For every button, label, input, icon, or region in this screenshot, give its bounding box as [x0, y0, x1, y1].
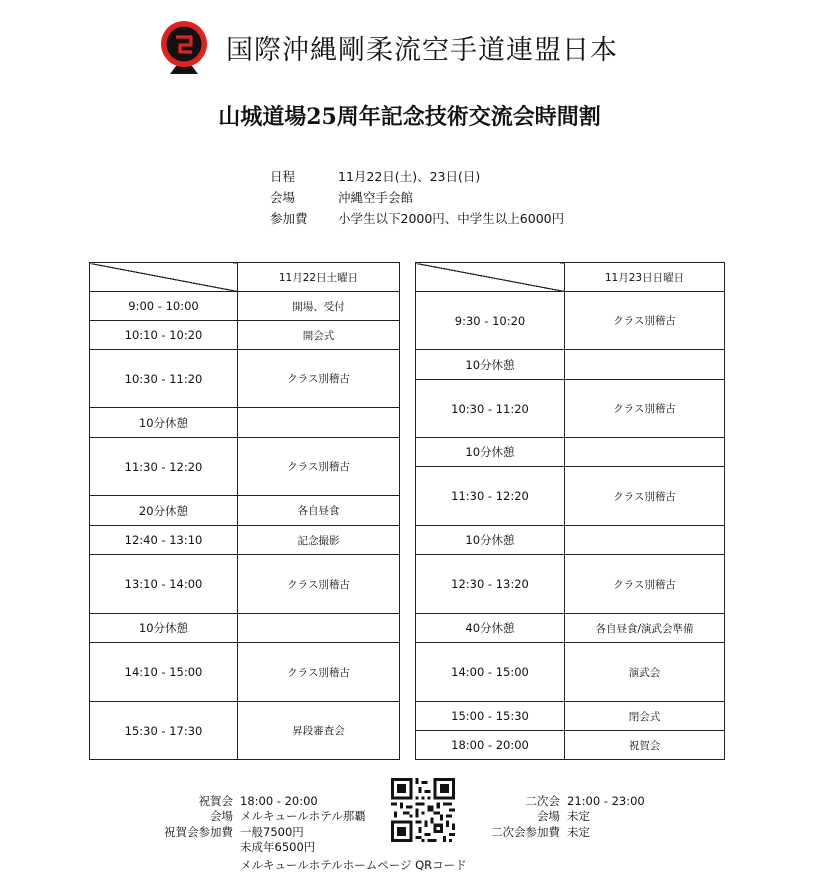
- diagonal-corner-cell: [90, 263, 238, 292]
- table-row: [90, 496, 400, 526]
- table-row: [90, 614, 400, 643]
- time-cell: 10:30 - 11:20: [90, 350, 238, 408]
- qr-code-icon[interactable]: [391, 778, 455, 842]
- event-info: [270, 165, 564, 228]
- fist-emblem-icon: [160, 20, 208, 74]
- footer-row: [480, 809, 645, 825]
- table-row: [416, 380, 725, 438]
- activity-cell: クラス別稽古: [238, 643, 400, 702]
- table-row: [416, 643, 725, 702]
- time-cell: 10分休憩: [90, 408, 238, 438]
- footer-value: 未定: [567, 824, 590, 839]
- table-row: [416, 467, 725, 526]
- table-row: [416, 702, 725, 731]
- info-row-venue: [270, 186, 564, 207]
- activity-cell: クラス別稽古: [238, 555, 400, 614]
- time-cell: 10分休憩: [416, 526, 565, 555]
- time-cell: 11:30 - 12:20: [90, 438, 238, 496]
- after-party-info: [480, 793, 645, 840]
- activity-cell: 閉会式: [565, 702, 725, 731]
- time-cell: 40分休憩: [416, 614, 565, 643]
- footer-value: 21:00 - 23:00: [567, 793, 645, 808]
- footer-value: メルキュールホテル那覇: [240, 809, 366, 824]
- activity-cell: 開会式: [238, 321, 400, 350]
- table-row: [416, 555, 725, 614]
- header: [160, 20, 618, 74]
- time-cell: 10分休憩: [416, 350, 565, 380]
- table-row: [90, 321, 400, 350]
- activity-cell: [238, 408, 400, 438]
- day2-header: 11月23日日曜日: [565, 263, 725, 292]
- footer-value: 未定: [567, 809, 590, 824]
- footer-row: [160, 824, 366, 840]
- activity-cell: 祝賀会: [565, 731, 725, 760]
- info-value: 沖縄空手会館: [338, 189, 414, 205]
- table-row: [90, 350, 400, 408]
- time-cell: 10:10 - 10:20: [90, 321, 238, 350]
- time-cell: 10分休憩: [416, 438, 565, 467]
- time-cell: 9:00 - 10:00: [90, 292, 238, 321]
- time-cell: 14:10 - 15:00: [90, 643, 238, 702]
- time-cell: 18:00 - 20:00: [416, 731, 565, 760]
- activity-cell: 記念撮影: [238, 526, 400, 555]
- info-label: 日程: [270, 168, 296, 184]
- info-value: 小学生以下2000円、中学生以上6000円: [338, 210, 565, 226]
- activity-cell: [565, 438, 725, 467]
- time-cell: 12:40 - 13:10: [90, 526, 238, 555]
- footer-label: 会場: [537, 809, 560, 824]
- footer-value: 18:00 - 20:00: [240, 793, 318, 808]
- activity-cell: 演武会: [565, 643, 725, 702]
- table-row: [416, 292, 725, 350]
- time-cell: 10分休憩: [90, 614, 238, 643]
- day1-header: 11月22日土曜日: [238, 263, 400, 292]
- table-row: [416, 731, 725, 760]
- qr-caption: メルキュールホテルホームページ QRコード: [240, 858, 467, 872]
- activity-cell: 開場、受付: [238, 292, 400, 321]
- info-value: 11月22日(土)、23日(日): [338, 168, 481, 184]
- table-row: [90, 555, 400, 614]
- time-cell: 15:00 - 15:30: [416, 702, 565, 731]
- footer-value: 一般7500円: [240, 824, 304, 839]
- time-cell: 9:30 - 10:20: [416, 292, 565, 350]
- footer-row: [480, 793, 645, 809]
- table-row: [90, 526, 400, 555]
- info-row-date: [270, 165, 564, 186]
- table-row: [90, 292, 400, 321]
- table-row: [90, 702, 400, 760]
- time-cell: 15:30 - 17:30: [90, 702, 238, 760]
- footer-label: 二次会: [525, 793, 560, 808]
- activity-cell: クラス別稽古: [565, 555, 725, 614]
- table-row: [416, 614, 725, 643]
- info-label: 参加費: [270, 210, 308, 226]
- time-cell: 10:30 - 11:20: [416, 380, 565, 438]
- table-header-row: [90, 263, 400, 292]
- footer-row: [160, 840, 366, 856]
- diagonal-corner-cell: [416, 263, 565, 292]
- activity-cell: [565, 350, 725, 380]
- day2-timetable: [415, 262, 725, 760]
- footer-value: 未成年6500円: [240, 840, 316, 855]
- activity-cell: 各自昼食/演武会準備: [565, 614, 725, 643]
- time-cell: 20分休憩: [90, 496, 238, 526]
- footer-row: [160, 809, 366, 825]
- day1-timetable: [89, 262, 400, 760]
- activity-cell: [565, 526, 725, 555]
- footer-label: 祝賀会参加費: [164, 824, 233, 839]
- party-info: [160, 793, 366, 855]
- footer-row: [160, 793, 366, 809]
- table-row: [90, 438, 400, 496]
- time-cell: 14:00 - 15:00: [416, 643, 565, 702]
- activity-cell: クラス別稽古: [565, 467, 725, 526]
- activity-cell: クラス別稽古: [565, 380, 725, 438]
- table-row: [416, 350, 725, 380]
- activity-cell: クラス別稽古: [238, 350, 400, 408]
- event-title: 山城道場25周年記念技術交流会時間割: [218, 104, 601, 130]
- info-label: 会場: [270, 189, 296, 205]
- activity-cell: クラス別稽古: [565, 292, 725, 350]
- activity-cell: 昇段審査会: [238, 702, 400, 760]
- activity-cell: 各自昼食: [238, 496, 400, 526]
- time-cell: 13:10 - 14:00: [90, 555, 238, 614]
- footer-label: 二次会参加費: [491, 824, 560, 839]
- table-row: [90, 408, 400, 438]
- info-row-fee: [270, 207, 564, 228]
- table-header-row: [416, 263, 725, 292]
- activity-cell: クラス別稽古: [238, 438, 400, 496]
- organization-name: 国際沖縄剛柔流空手道連盟日本: [226, 34, 618, 66]
- footer-row: [480, 824, 645, 840]
- footer-label: 会場: [210, 809, 233, 824]
- time-cell: 12:30 - 13:20: [416, 555, 565, 614]
- time-cell: 11:30 - 12:20: [416, 467, 565, 526]
- table-row: [416, 526, 725, 555]
- activity-cell: [238, 614, 400, 643]
- table-row: [90, 643, 400, 702]
- footer-label: 祝賀会: [198, 793, 233, 808]
- table-row: [416, 438, 725, 467]
